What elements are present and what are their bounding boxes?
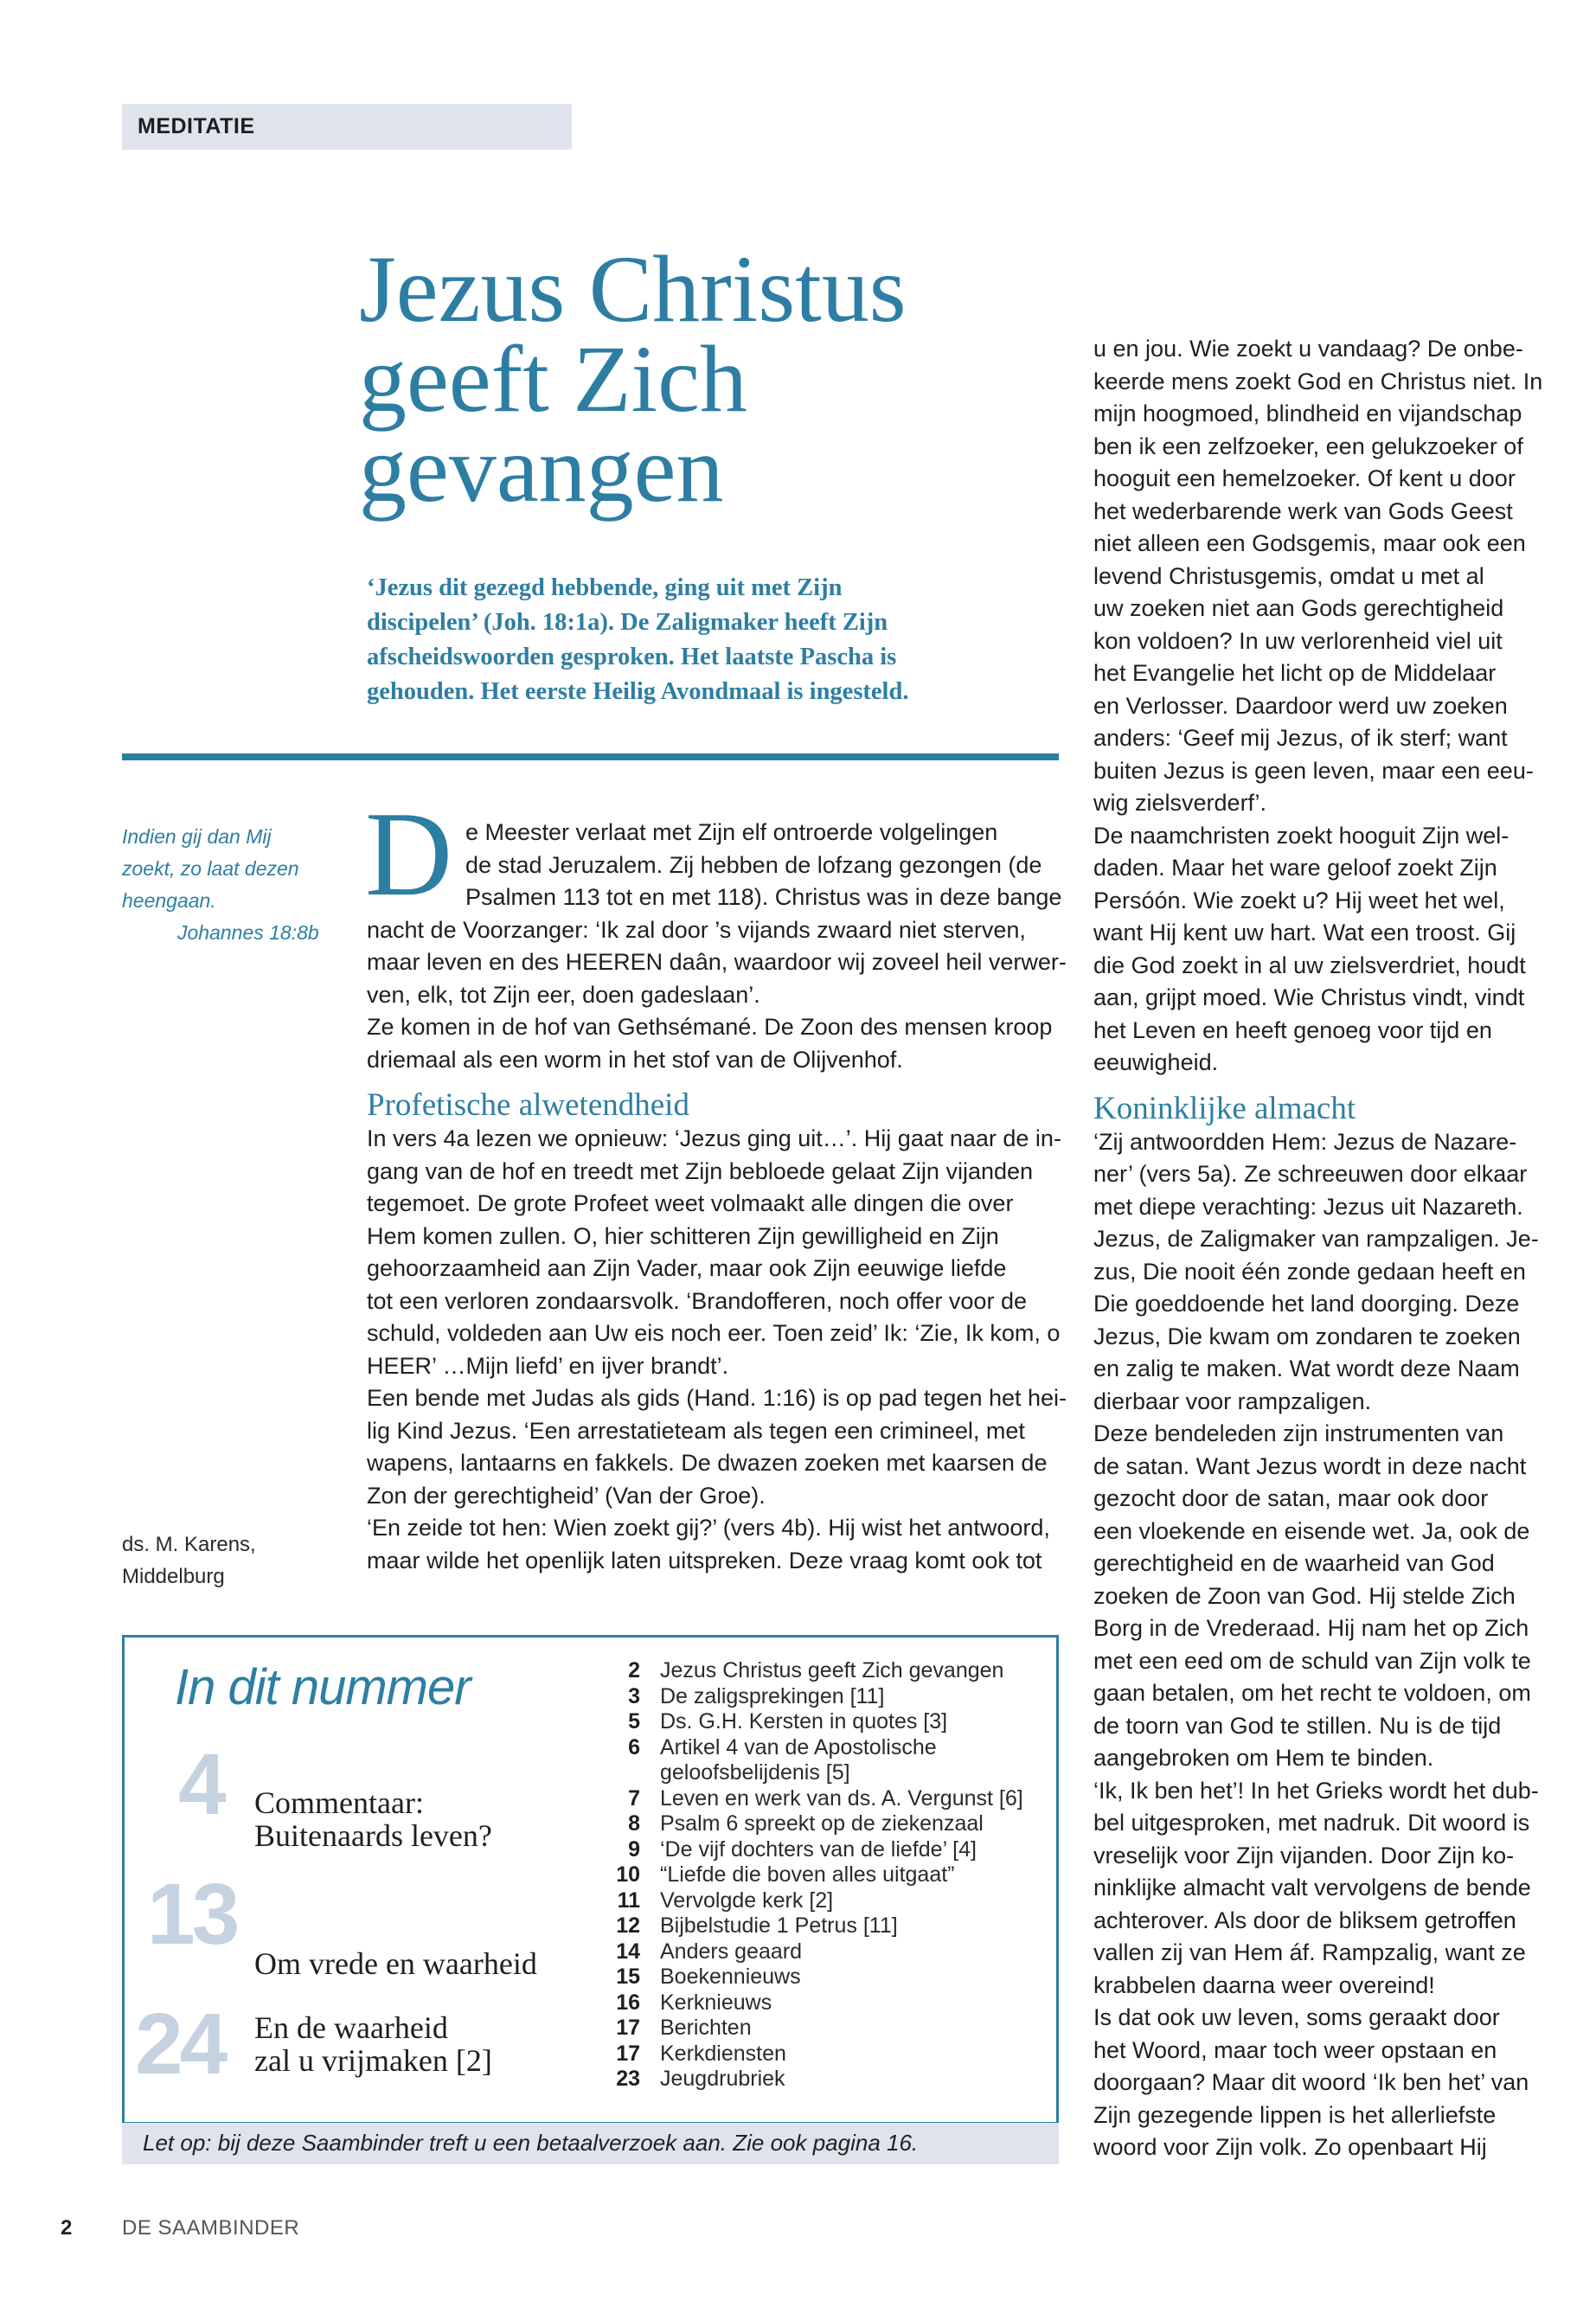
toc-entry-page: 14: [616, 1939, 640, 1964]
section-label-text: MEDITATIE: [138, 114, 255, 138]
text-line: Persóón. Wie zoekt u? Hij weet het wel,: [1093, 887, 1505, 913]
text-line: zoeken de Zoon van God. Hij stelde Zich: [1093, 1582, 1516, 1609]
text-line: achterover. Als door de bliksem getroffen: [1093, 1907, 1516, 1933]
toc-entry-page: 6: [628, 1734, 640, 1759]
text-line: uw zoeken niet aan Gods gerechtigheid: [1093, 595, 1504, 621]
text-line: ven, elk, tot Zijn eer, doen gadeslaan’.: [367, 981, 760, 1008]
text-line: ‘En zeide tot hen: Wien zoekt gij?’ (vers 4b). Hij wist het antwoord,: [367, 1515, 1050, 1541]
toc-entry-page: 7: [628, 1785, 640, 1811]
text-line: maar wilde het openlijk laten uitspreken. Deze vraag komt ook tot: [367, 1547, 1042, 1574]
toc-entry-page: 3: [628, 1683, 640, 1708]
toc-entry-title: Kerknieuws: [660, 1990, 772, 2015]
text-line: De naamchristen zoekt hooguit Zijn wel-: [1093, 822, 1509, 849]
toc-entry-title: Jezus Christus geeft Zich gevangen: [660, 1658, 1004, 1682]
text-line: het Woord, maar toch weer opstaan en: [1093, 2036, 1497, 2063]
featured-title-line: En de waarheid: [254, 2010, 448, 2045]
toc-entry-title: geloofsbelijdenis [5]: [660, 1760, 850, 1785]
featured-title-line: Buitenaards leven?: [254, 1818, 492, 1853]
text-line: u en jou. Wie zoekt u vandaag? De onbe-: [1093, 336, 1523, 362]
table-of-contents: [122, 1635, 1059, 2125]
featured-title[interactable]: [254, 1786, 492, 1852]
toc-entry-title: Berichten: [660, 2016, 752, 2040]
article-title: [359, 236, 1051, 522]
toc-entry-page: 10: [616, 1862, 640, 1887]
toc-entry-page: 15: [616, 1965, 640, 1989]
toc-entry-page: 8: [628, 1811, 640, 1836]
text-line: schuld, voldeden aan Uw eis noch eer. Toen zeid’ Ik: ‘Zie, Ik kom, o: [367, 1320, 1061, 1346]
toc-entry-page: 16: [616, 1990, 640, 2015]
toc-entry-title: Ds. G.H. Kersten in quotes [3]: [660, 1709, 948, 1734]
text-line: het wederbarende werk van Gods Geest: [1093, 497, 1513, 524]
text-line: ‘Ik, Ik ben het’! In het Grieks wordt het dub-: [1093, 1777, 1539, 1804]
text-line: Deze bendeleden zijn instrumenten van: [1093, 1420, 1504, 1446]
featured-title-line: Om vrede en waarheid: [254, 1946, 537, 1981]
text-line: het Evangelie het licht op de Middelaar: [1093, 660, 1497, 686]
text-line: Die goeddoende het land doorging. Deze: [1093, 1291, 1520, 1317]
text-line: met een eed om de schuld van Zijn volk te: [1093, 1647, 1531, 1674]
featured-title-line: zal u vrijmaken [2]: [254, 2043, 492, 2078]
toc-entry[interactable]: [606, 1760, 1038, 1786]
text-line: en zalig te maken. Wat wordt deze Naam: [1093, 1356, 1520, 1381]
toc-entry-title: De zaligsprekingen [11]: [660, 1683, 885, 1708]
title-line: Jezus Christus: [359, 236, 907, 342]
toc-entry-title: Kerkdiensten: [660, 2041, 786, 2066]
text-line: gehoorzaamheid aan Zijn Vader, maar ook Zijn eeuwige liefde: [367, 1255, 1007, 1281]
text-line: HEER’ …Mijn liefd’ en ijver brandt’.: [367, 1352, 729, 1379]
text-line: dierbaar voor rampzaligen.: [1093, 1388, 1372, 1414]
text-line: Is dat ook uw leven, soms geraakt door: [1093, 2004, 1500, 2030]
toc-entry[interactable]: [606, 1658, 1038, 1684]
text-line: In vers 4a lezen we opnieuw: ‘Jezus ging uit…’. Hij gaat naar de in-: [367, 1125, 1061, 1151]
text-line: nacht de Voorzanger: ‘Ik zal door ’s vijands zwaard niet sterven,: [367, 916, 1026, 943]
toc-entry[interactable]: [606, 1888, 1038, 1914]
text-line: het Leven en heeft genoeg voor tijd en: [1093, 1016, 1492, 1043]
toc-entry-page: 17: [616, 2041, 640, 2066]
text-line: Ze komen in de hof van Gethsémané. De Zoon des mensen kroop: [367, 1014, 1053, 1040]
lead-line: afscheidswoorden gesproken. Het laatste Pascha is: [367, 644, 897, 670]
toc-entry[interactable]: [606, 2041, 1038, 2067]
toc-entry-title: Bijbelstudie 1 Petrus [11]: [660, 1913, 898, 1938]
text-line: woord voor Zijn volk. Zo openbaart Hij: [1093, 2134, 1487, 2160]
text-line: met diepe verachting: Jezus uit Nazareth.: [1093, 1193, 1523, 1220]
text-line: aangebroken om Hem te binden.: [1093, 1745, 1434, 1771]
text-line: eeuwigheid.: [1093, 1049, 1219, 1075]
text-line: krabbelen daarna weer overeind!: [1093, 1971, 1435, 1998]
toc-entry[interactable]: [606, 1684, 1038, 1710]
text-line: zus, Die nooit één zonde gedaan heeft en: [1093, 1258, 1526, 1285]
subheading: Profetische alwetendheid: [367, 1087, 689, 1123]
toc-entry[interactable]: [606, 1811, 1038, 1837]
toc-entry[interactable]: [606, 2016, 1038, 2041]
toc-entry-title: Artikel 4 van de Apostolische: [660, 1734, 937, 1759]
lead-line: gehouden. Het eerste Heilig Avondmaal is ingesteld.: [367, 678, 909, 705]
text-line: wig zielsverderf’.: [1093, 790, 1267, 816]
text-line: e Meester verlaat met Zijn elf ontroerde volgelingen: [465, 819, 998, 845]
toc-entry-title: Vervolgde kerk [2]: [660, 1888, 834, 1913]
toc-entry[interactable]: [606, 1862, 1038, 1888]
text-line: Jezus, de Zaligmaker van rampzaligen. Je-: [1093, 1226, 1539, 1252]
title-line: gevangen: [359, 416, 724, 522]
text-line: gerechtigheid en de waarheid van God: [1093, 1550, 1495, 1576]
toc-entry[interactable]: [606, 1837, 1038, 1863]
toc-entry[interactable]: [606, 1709, 1038, 1735]
text-line: Zijn gezegende lippen is het allerliefste: [1093, 2101, 1497, 2128]
text-line: wapens, lantaarns en fakkels. De dwazen zoeken met kaarsen de: [367, 1450, 1048, 1476]
title-line: geeft Zich: [359, 326, 747, 432]
text-line: gezocht door de satan, maar ook door: [1093, 1485, 1489, 1511]
text-line: de satan. Want Jezus wordt in deze nacht: [1093, 1452, 1527, 1479]
text-line: want Hij kent uw hart. Wat een troost. Gij: [1093, 920, 1516, 945]
text-line: gaan betalen, om het recht te voldoen, om: [1093, 1680, 1531, 1706]
text-line: Hem komen zullen. O, hier schitteren Zijn gewilligheid en Zijn: [367, 1222, 999, 1249]
text-line: en Verlosser. Daardoor werd uw zoeken: [1093, 692, 1508, 719]
toc-entry[interactable]: [606, 1913, 1038, 1939]
author-place: Middelburg: [122, 1565, 225, 1588]
featured-number: 24: [135, 1996, 225, 2093]
toc-entry-page: 2: [628, 1658, 640, 1682]
text-line: driemaal als een worm in het stof van de Olijvenhof.: [367, 1046, 903, 1073]
text-line: kon voldoen? In uw verlorenheid viel uit: [1093, 627, 1503, 654]
toc-entry-title: Psalm 6 spreekt op de ziekenzaal: [660, 1811, 984, 1836]
side-quote-line: heengaan.: [122, 889, 216, 912]
toc-entry-title: Anders geaard: [660, 1939, 803, 1964]
text-line: vreselijk voor Zijn vijanden. Door Zijn ko-: [1093, 1842, 1515, 1868]
text-line: buiten Jezus is geen leven, maar een eeu-: [1093, 757, 1534, 784]
side-quote: [122, 821, 347, 949]
text-line: Borg in de Vrederaad. Hij nam het op Zich: [1093, 1615, 1529, 1641]
text-line: doorgaan? Maar dit woord ‘Ik ben het’ van: [1093, 2069, 1529, 2095]
lead-line: ‘Jezus dit gezegd hebbende, ging uit met Zijn: [367, 574, 843, 601]
text-line: ben ik een zelfzoeker, een gelukzoeker of: [1093, 433, 1523, 459]
text-line: levend Christusgemis, omdat u met al: [1093, 562, 1484, 589]
text-line: ‘Zij antwoordden Hem: Jezus de Nazare-: [1093, 1128, 1517, 1155]
toc-entry-title: Leven en werk van ds. A. Vergunst [6]: [660, 1785, 1023, 1811]
toc-entry-title: ‘De vijf dochters van de liefde’ [4]: [660, 1836, 977, 1862]
drop-cap: D: [365, 787, 453, 921]
toc-entry[interactable]: [606, 1965, 1038, 1990]
featured-title-line: Commentaar:: [254, 1785, 424, 1820]
featured-number: 4: [178, 1736, 223, 1833]
payment-notice: [122, 2123, 1059, 2164]
toc-list: [606, 1658, 1038, 2093]
text-line: Zon der gerechtigheid’ (Van der Groe).: [367, 1482, 766, 1509]
text-line: ninklijke almacht valt vervolgens de bende: [1093, 1875, 1531, 1900]
lead-line: discipelen’ (Joh. 18:1a). De Zaligmaker heeft Zijn: [367, 609, 888, 636]
text-line: anders: ‘Geef mij Jezus, of ik sterf; want: [1093, 725, 1508, 751]
text-line: ner’ (vers 5a). Ze schreeuwen door elkaar: [1093, 1161, 1528, 1187]
toc-entry-title: Jeugdrubriek: [660, 2067, 785, 2091]
text-line: tegemoet. De grote Profeet weet volmaakt alle dingen die over: [367, 1190, 1014, 1216]
toc-entry-page: 9: [628, 1836, 640, 1862]
text-line: lig Kind Jezus. ‘Een arrestatieteam als tegen een crimineel, met: [367, 1417, 1025, 1444]
text-line: de toorn van God te stillen. Nu is de tijd: [1093, 1712, 1502, 1739]
page-number: 2: [61, 2216, 73, 2240]
side-quote-line: zoekt, zo laat dezen: [122, 857, 299, 880]
toc-entry[interactable]: [606, 1786, 1038, 1812]
text-line: vallen zij van Hem áf. Rampzalig, want ze: [1093, 1939, 1526, 1965]
toc-entry-page: 23: [616, 2067, 640, 2091]
text-line: Jezus, Die kwam om zondaren te zoeken: [1093, 1323, 1521, 1349]
text-line: niet alleen een Godsgemis, maar ook een: [1093, 530, 1526, 556]
toc-entry-page: 12: [616, 1913, 640, 1938]
text-line: tot een verloren zondaarsvolk. ‘Brandofferen, noch offer voor de: [367, 1287, 1027, 1314]
text-line: Psalmen 113 tot en met 118). Christus was in deze bange: [465, 884, 1062, 910]
toc-entry[interactable]: [606, 1990, 1038, 2016]
text-line: mijn hoogmoed, blindheid en vijandschap: [1093, 401, 1522, 426]
featured-number: 13: [147, 1866, 237, 1963]
text-line: bel uitgesproken, met nadruk. Dit woord is: [1093, 1810, 1530, 1836]
toc-entry[interactable]: [606, 2067, 1038, 2093]
text-line: aan, grijpt moed. Wie Christus vindt, vindt: [1093, 984, 1525, 1010]
publication-name: DE SAAMBINDER: [122, 2216, 300, 2240]
text-line: die God zoekt in al uw zielsverdriet, houdt: [1093, 952, 1526, 978]
divider-rule: [122, 753, 1059, 760]
payment-notice-text: Let op: bij deze Saambinder treft u een betaalverzoek aan. Zie ook pagina 16.: [143, 2130, 919, 2156]
text-line: Een bende met Judas als gids (Hand. 1:16) is op pad tegen het hei-: [367, 1385, 1067, 1411]
author-name: ds. M. Karens,: [122, 1533, 256, 1556]
text-line: de stad Jeruzalem. Zij hebben de lofzang gezongen (de: [465, 851, 1042, 878]
text-line: een vloekende en eisende wet. Ja, ook de: [1093, 1517, 1530, 1544]
toc-title: In dit nummer: [175, 1659, 471, 1715]
lead-paragraph: [367, 571, 1059, 709]
main-column: [367, 817, 1067, 1577]
featured-title[interactable]: [254, 1947, 537, 1980]
toc-entry-title: “Liefde die boven alles uitgaat”: [660, 1862, 955, 1887]
toc-entry-page: 5: [628, 1709, 640, 1734]
side-quote-reference: Johannes 18:8b: [177, 921, 319, 944]
text-line: gang van de hof en treedt met Zijn bebloede gelaat Zijn vijanden: [367, 1157, 1034, 1184]
right-column: [1093, 333, 1561, 2164]
text-line: keerde mens zoekt God en Christus niet. In: [1093, 368, 1543, 394]
toc-entry-title: Boekennieuws: [660, 1965, 801, 1989]
author-credit: [122, 1529, 347, 1593]
toc-entry-page: 17: [616, 2016, 640, 2040]
section-label: [122, 104, 572, 150]
toc-entry[interactable]: [606, 1735, 1038, 1761]
toc-entry[interactable]: [606, 1939, 1038, 1965]
toc-entry-page: 11: [617, 1888, 640, 1913]
side-quote-line: Indien gij dan Mij: [122, 825, 272, 848]
text-line: hooguit een hemelzoeker. Of kent u door: [1093, 465, 1516, 491]
text-line: maar leven en des HEEREN daân, waardoor wij zoveel heil verwer-: [367, 949, 1067, 975]
featured-title[interactable]: [254, 2011, 492, 2077]
subheading: Koninklijke almacht: [1093, 1090, 1356, 1126]
text-line: daden. Maar het ware geloof zoekt Zijn: [1093, 855, 1497, 881]
